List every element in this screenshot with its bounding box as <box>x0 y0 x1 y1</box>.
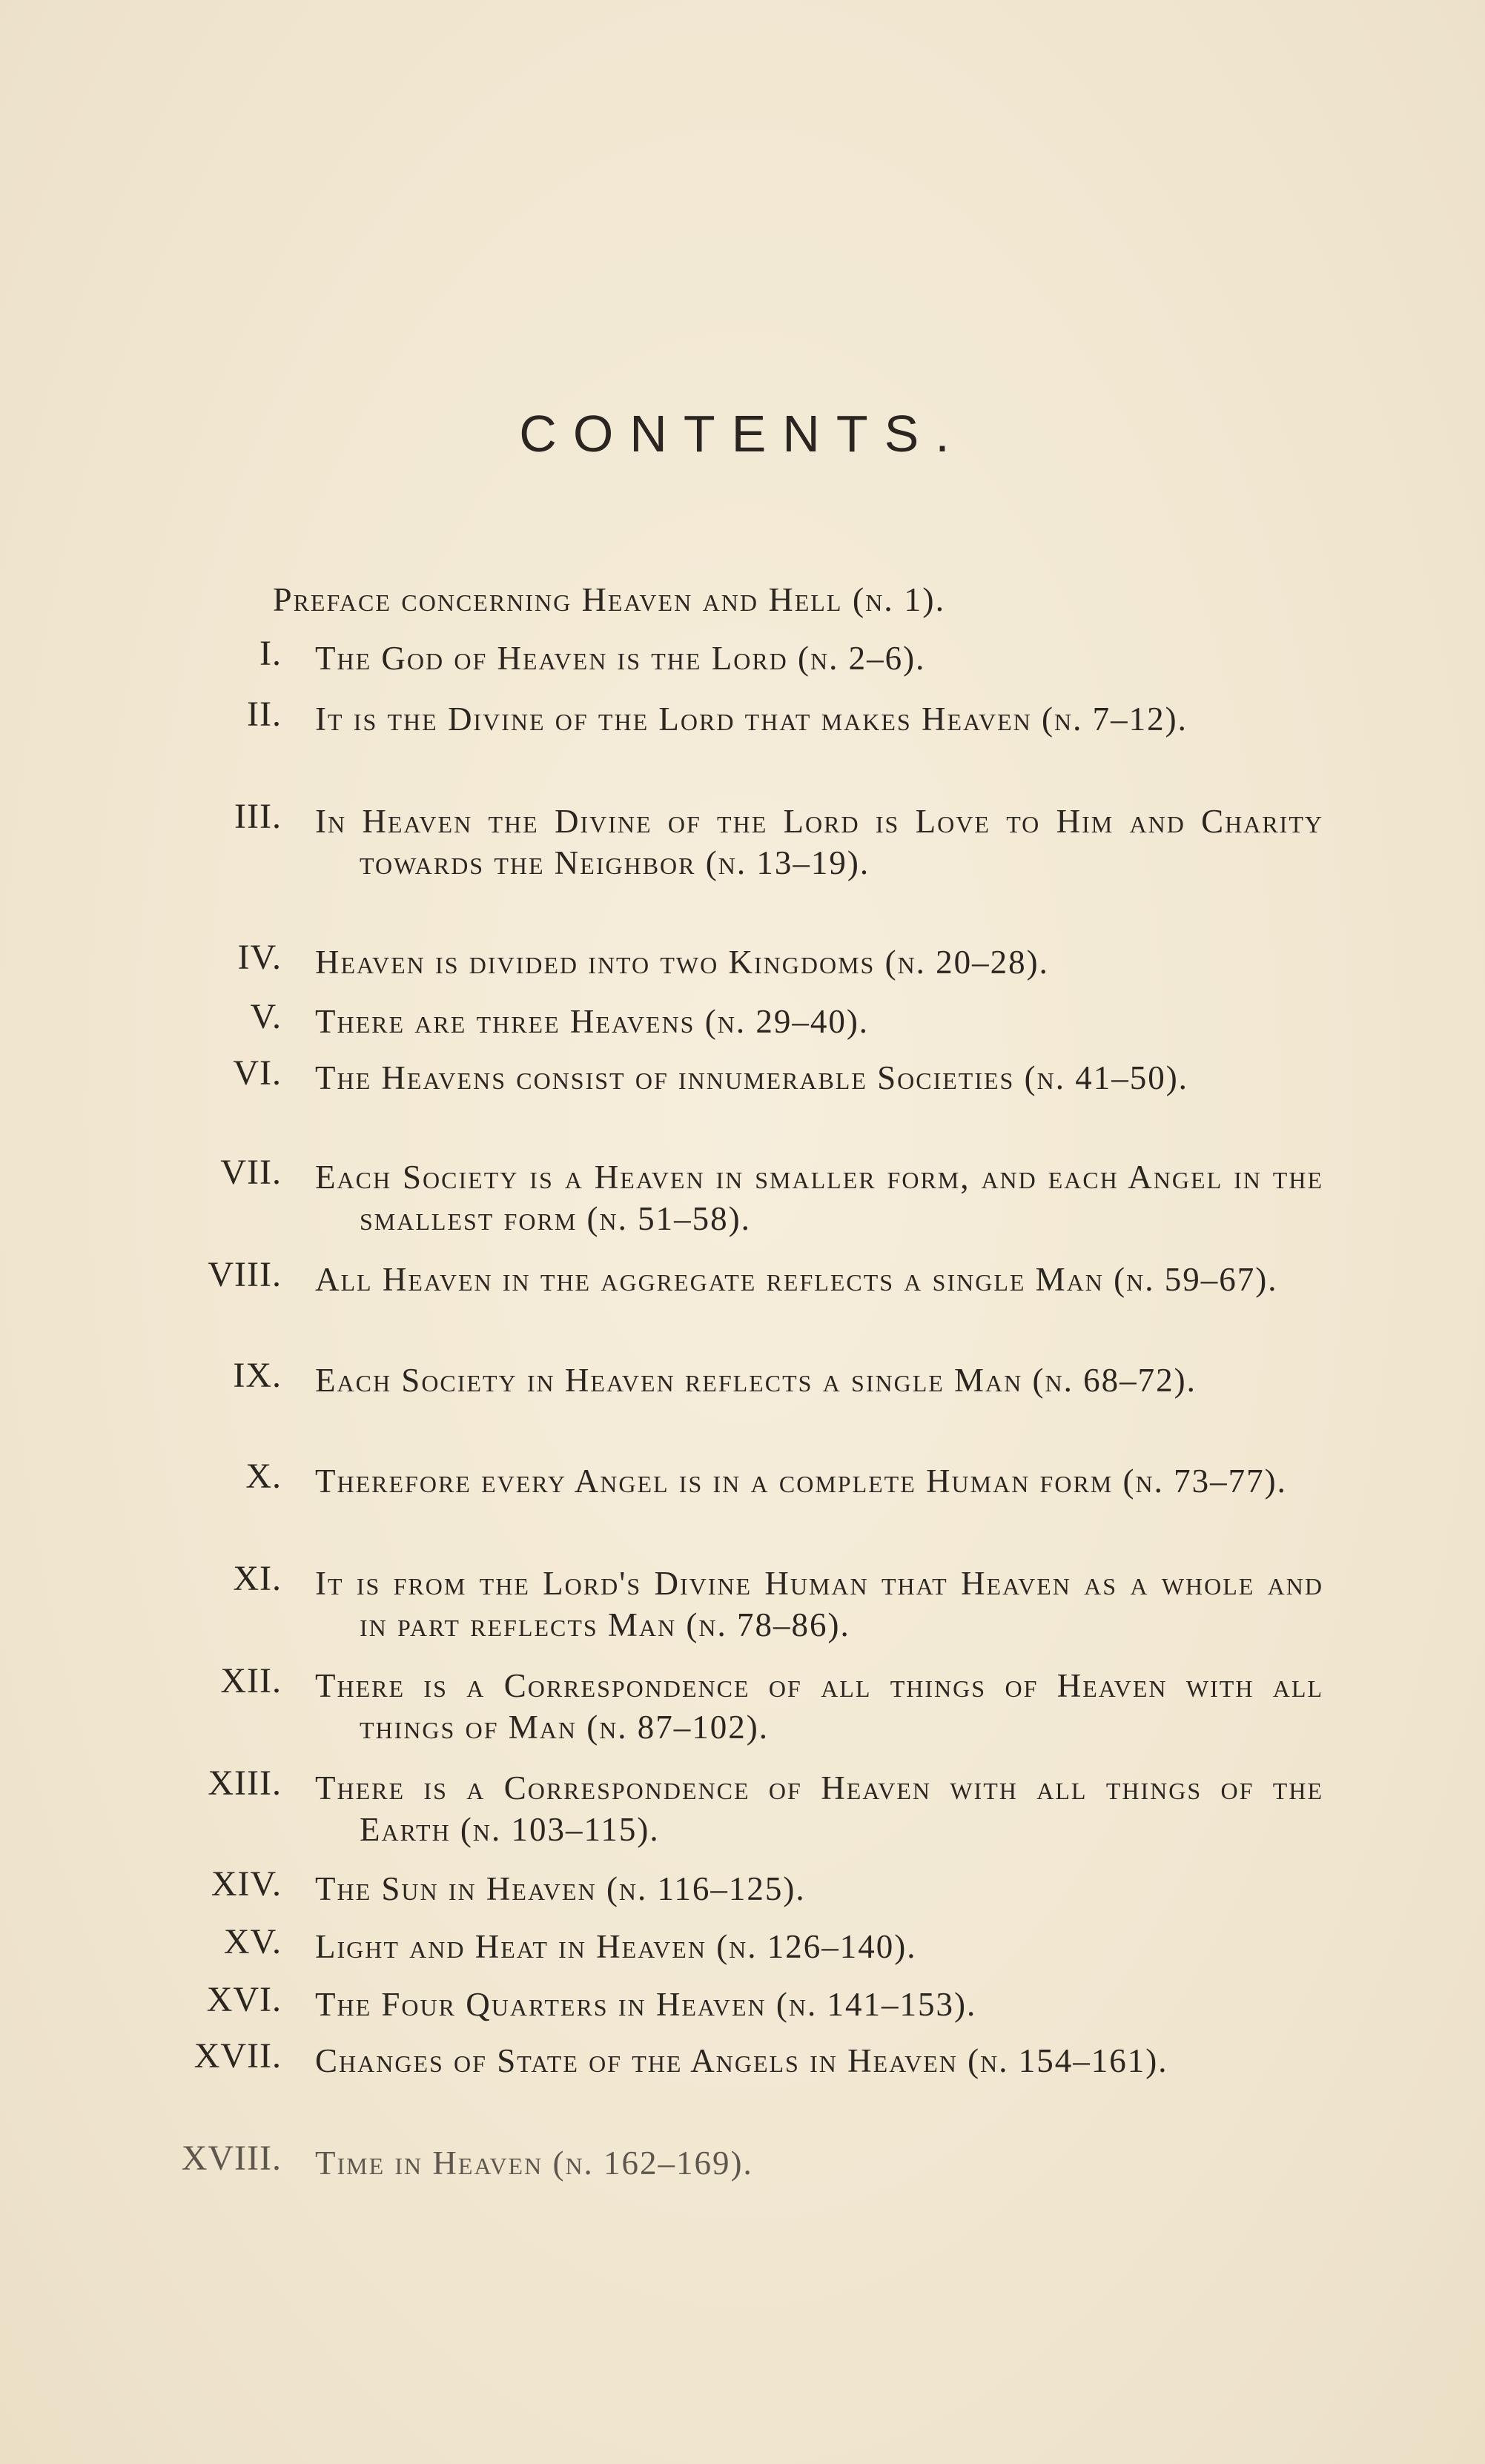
chapter-number: IX. <box>233 1356 282 1395</box>
chapter-title: All Heaven in the aggregate reflects a single Man (n. 59–67). <box>315 1261 1278 1298</box>
chapter-title: Heaven is divided into two Kingdoms (n. 20–28). <box>315 944 1049 981</box>
chapter-title: There is a Correspondence of all things of Heaven with all things of Man (n. 87–102). <box>315 1667 1323 1746</box>
chapter-title: There are three Heavens (n. 29–40). <box>315 1003 870 1040</box>
chapter-number: II. <box>247 695 282 734</box>
chapter-title: Therefore every Angel is in a complete Human form (n. 73–77). <box>315 1463 1287 1500</box>
chapter-title: Time in Heaven (n. 162–169). <box>315 2145 753 2182</box>
chapter-title: There is a Correspondence of Heaven with all things of the Earth (n. 103–115). <box>315 1769 1323 1848</box>
chapter-number: XIII. <box>208 1763 282 1803</box>
chapter-number: XII. <box>220 1661 282 1700</box>
chapter-number: X. <box>245 1457 282 1496</box>
chapter-title: The Four Quarters in Heaven (n. 141–153). <box>315 1986 977 2023</box>
chapter-title: The Heavens consist of innumerable Societies (n. 41–50). <box>315 1059 1188 1096</box>
chapter-title: Light and Heat in Heaven (n. 126–140). <box>315 1928 917 1965</box>
chapter-number: VII. <box>220 1153 282 1192</box>
chapter-number: XVI. <box>206 1980 282 2019</box>
chapter-title: The God of Heaven is the Lord (n. 2–6). <box>315 640 926 677</box>
chapter-title: Changes of State of the Angels in Heaven (n. 154–161). <box>315 2042 1168 2079</box>
chapter-number: XV. <box>223 1922 282 1961</box>
chapter-title: It is the Divine of the Lord that makes Heaven (n. 7–12). <box>315 701 1188 738</box>
chapter-number: XVIII. <box>181 2139 282 2178</box>
page-title: CONTENTS. <box>519 405 966 463</box>
chapter-number: XVII. <box>194 2036 282 2076</box>
chapter-number: V. <box>250 997 282 1036</box>
chapter-title: The Sun in Heaven (n. 116–125). <box>315 1870 806 1907</box>
chapter-number: IV. <box>237 938 282 977</box>
chapter-title: It is from the Lord's Divine Human that Heaven as a whole and in part reflects Man (n. 78–86). <box>315 1565 1323 1643</box>
chapter-number: III. <box>234 797 282 836</box>
chapter-title: Each Society is a Heaven in smaller form, and each Angel in the smallest form (n. 51–58). <box>315 1159 1323 1237</box>
chapter-number: I. <box>259 634 282 673</box>
chapter-number: VI. <box>233 1053 282 1093</box>
preface-entry: Preface concerning Heaven and Hell (n. 1). <box>273 580 946 618</box>
chapter-number: XI. <box>233 1559 282 1598</box>
chapter-number: XIV. <box>211 1864 282 1904</box>
chapter-title: In Heaven the Divine of the Lord is Love to Him and Charity towards the Neighbor (n. 13–19). <box>315 803 1323 881</box>
chapter-number: VIII. <box>208 1255 282 1294</box>
chapter-title: Each Society in Heaven reflects a single Man (n. 68–72). <box>315 1362 1197 1399</box>
